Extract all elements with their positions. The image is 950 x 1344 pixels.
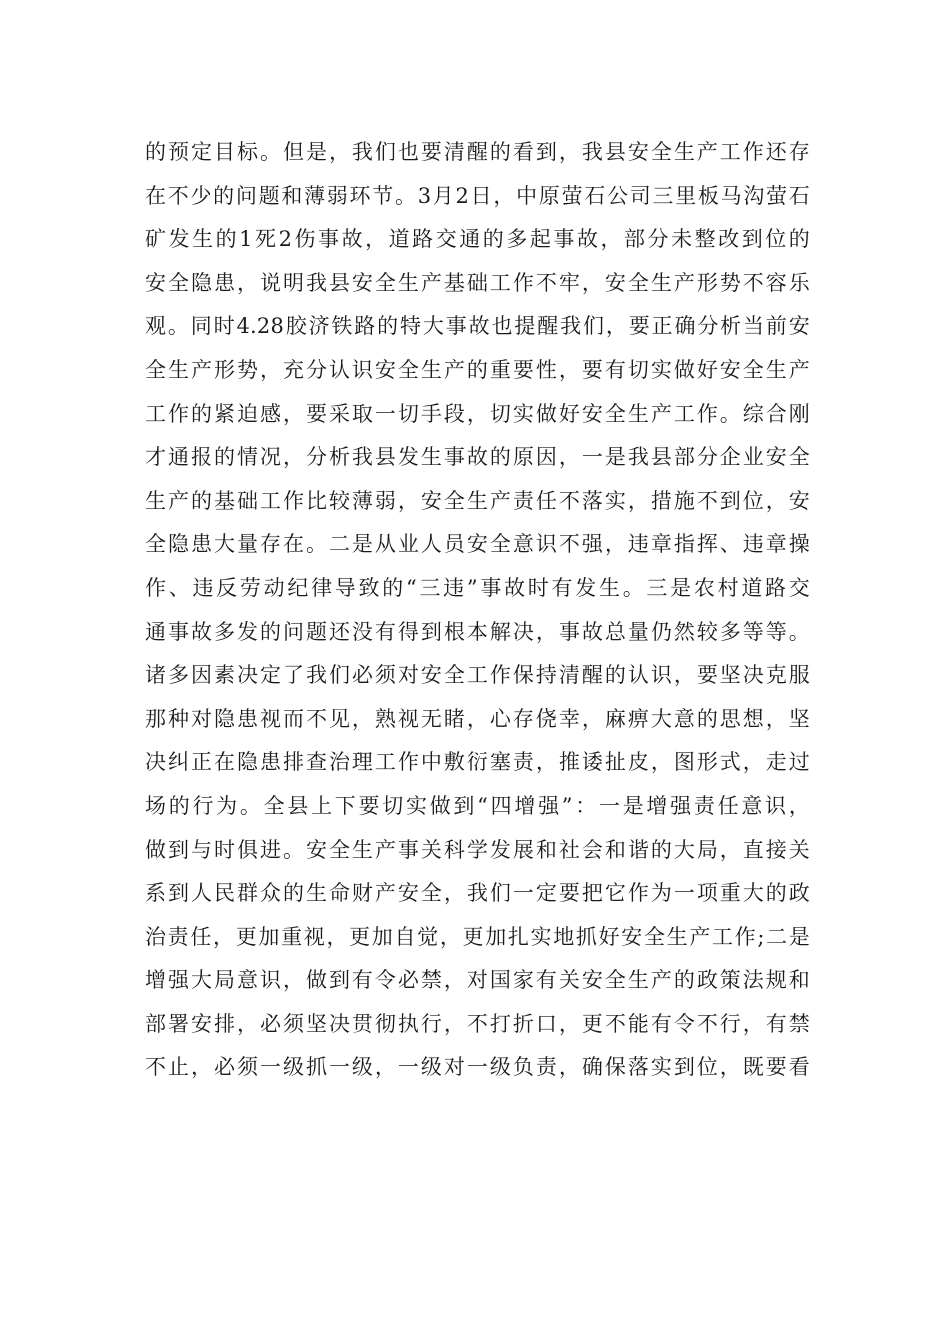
text-line: 全生产形势，充分认识安全生产的重要性，要有切实做好安全生产 (145, 357, 810, 382)
text-line: 决纠正在隐患排查治理工作中敷衍塞责，推诿扯皮，图形式，走过 (145, 750, 810, 775)
text-line: 作、违反劳动纪律导致的“三违”事故时有发生。三是农村道路交 (145, 575, 810, 600)
text-line: 矿发生的1死2伤事故，道路交通的多起事故，部分未整改到位的 (145, 227, 810, 252)
text-line: 安全隐患，说明我县安全生产基础工作不牢，安全生产形势不容乐 (145, 270, 810, 295)
text-line: 工作的紧迫感，要采取一切手段，切实做好安全生产工作。综合刚 (145, 401, 810, 426)
text-line: 通事故多发的问题还没有得到根本解决，事故总量仍然较多等等。 (145, 619, 810, 644)
text-line: 场的行为。全县上下要切实做到“四增强”：一是增强责任意识， (145, 793, 810, 818)
text-line: 诸多因素决定了我们必须对安全工作保持清醒的认识，要坚决克服 (145, 663, 810, 688)
text-line: 增强大局意识，做到有令必禁，对国家有关安全生产的政策法规和 (145, 968, 810, 993)
text-line: 的预定目标。但是，我们也要清醒的看到，我县安全生产工作还存 (145, 140, 810, 164)
text-line: 不止，必须一级抓一级，一级对一级负责，确保落实到位，既要看 (145, 1055, 810, 1080)
text-line: 观。同时4.28胶济铁路的特大事故也提醒我们，要正确分析当前安 (145, 314, 810, 339)
text-line: 部署安排，必须坚决贯彻执行，不打折口，更不能有令不行，有禁 (145, 1011, 810, 1036)
text-line: 全隐患大量存在。二是从业人员安全意识不强，违章指挥、违章操 (145, 532, 810, 557)
text-line: 生产的基础工作比较薄弱，安全生产责任不落实，措施不到位，安 (145, 488, 810, 513)
text-line: 在不少的问题和薄弱环节。3月2日，中原萤石公司三里板马沟萤石 (145, 183, 810, 208)
text-line: 那种对隐患视而不见，熟视无睹，心存侥幸，麻痹大意的思想，坚 (145, 706, 810, 731)
text-line: 系到人民群众的生命财产安全，我们一定要把它作为一项重大的政 (145, 881, 810, 906)
text-line: 做到与时俱进。安全生产事关科学发展和社会和谐的大局，直接关 (145, 837, 810, 862)
text-line: 治责任，更加重视，更加自觉，更加扎实地抓好安全生产工作;二是 (145, 924, 810, 949)
text-line: 才通报的情况，分析我县发生事故的原因，一是我县部分企业安全 (145, 445, 810, 470)
body-text (145, 131, 810, 1090)
